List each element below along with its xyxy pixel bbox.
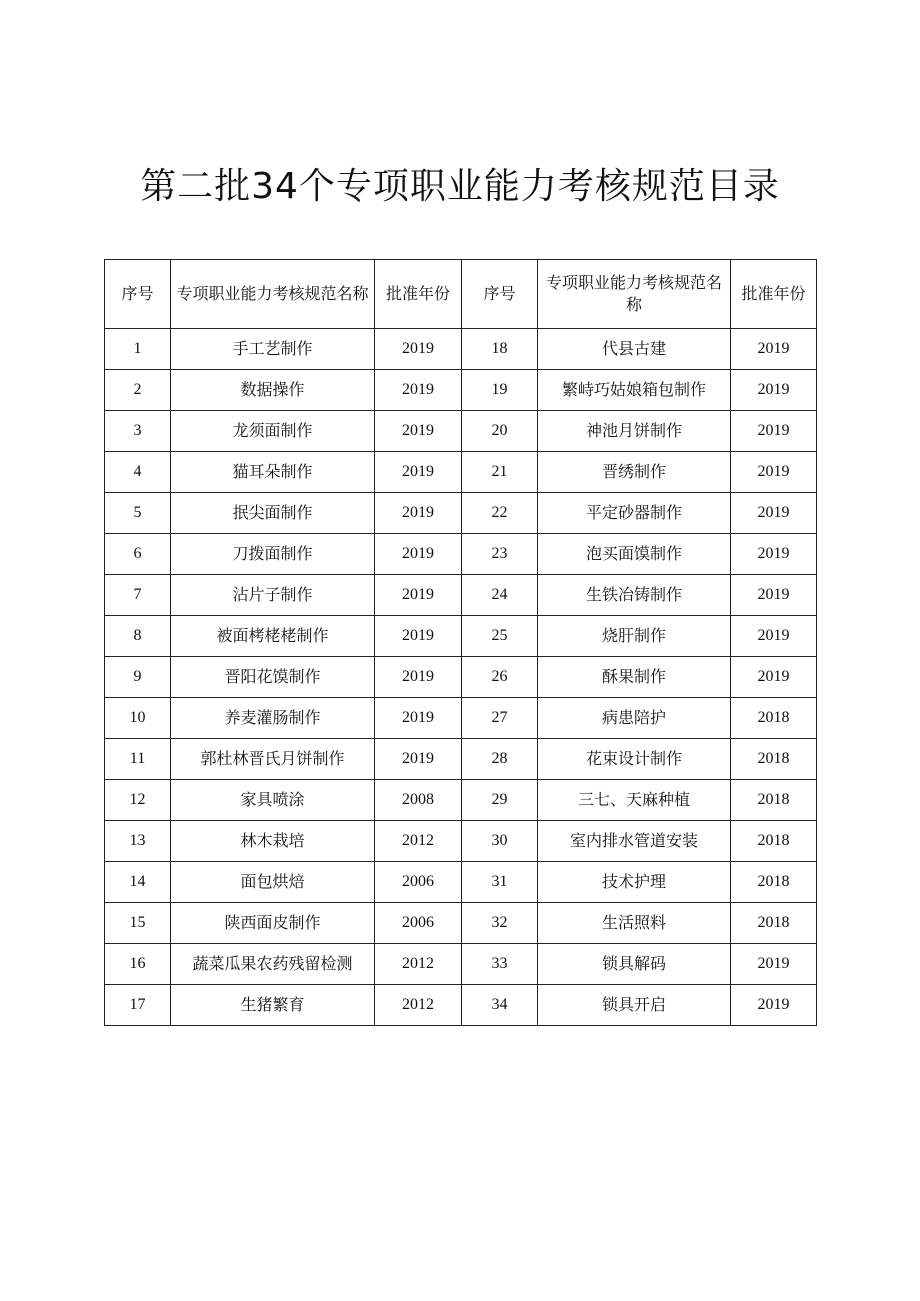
row-number-right: 29: [462, 780, 538, 821]
row-year-left: 2008: [375, 780, 462, 821]
row-name-left: 手工艺制作: [171, 329, 375, 370]
row-name-right: 三七、天麻种植: [538, 780, 731, 821]
row-number-right: 24: [462, 575, 538, 616]
row-year-right: 2019: [731, 370, 817, 411]
row-name-right: 锁具解码: [538, 944, 731, 985]
row-number-left: 2: [105, 370, 171, 411]
row-name-right: 酥果制作: [538, 657, 731, 698]
table-row: [105, 534, 817, 575]
row-name-left: 郭杜林晋氏月饼制作: [171, 739, 375, 780]
row-name-left: 养麦灌肠制作: [171, 698, 375, 739]
row-year-right: 2019: [731, 493, 817, 534]
row-year-right: 2018: [731, 739, 817, 780]
row-number-left: 17: [105, 985, 171, 1026]
row-year-right: 2019: [731, 452, 817, 493]
row-year-left: 2019: [375, 493, 462, 534]
row-year-right: 2019: [731, 411, 817, 452]
row-number-left: 3: [105, 411, 171, 452]
row-number-right: 20: [462, 411, 538, 452]
row-name-right: 生铁冶铸制作: [538, 575, 731, 616]
table-row: [105, 862, 817, 903]
row-year-left: 2019: [375, 616, 462, 657]
table-header-row: [105, 260, 817, 329]
row-year-left: 2019: [375, 575, 462, 616]
row-year-left: 2019: [375, 534, 462, 575]
row-name-right: 代县古建: [538, 329, 731, 370]
row-year-left: 2019: [375, 698, 462, 739]
table-body: [105, 329, 817, 1026]
row-name-left: 晋阳花馍制作: [171, 657, 375, 698]
row-number-right: 34: [462, 985, 538, 1026]
row-year-left: 2019: [375, 452, 462, 493]
row-year-left: 2006: [375, 862, 462, 903]
row-name-right: 繁峙巧姑娘箱包制作: [538, 370, 731, 411]
row-year-right: 2019: [731, 534, 817, 575]
row-number-left: 1: [105, 329, 171, 370]
table-row: [105, 616, 817, 657]
table-row: [105, 575, 817, 616]
header-name-left: 专项职业能力考核规范名称: [171, 260, 375, 329]
row-year-left: 2012: [375, 944, 462, 985]
catalog-table: [104, 259, 817, 1026]
row-year-left: 2019: [375, 370, 462, 411]
row-number-right: 32: [462, 903, 538, 944]
row-number-left: 12: [105, 780, 171, 821]
row-name-left: 蔬菜瓜果农药残留检测: [171, 944, 375, 985]
row-number-right: 27: [462, 698, 538, 739]
table-row: [105, 944, 817, 985]
row-name-right: 技术护理: [538, 862, 731, 903]
row-name-right: 平定砂器制作: [538, 493, 731, 534]
table-row: [105, 452, 817, 493]
row-year-right: 2019: [731, 575, 817, 616]
row-name-right: 花束设计制作: [538, 739, 731, 780]
row-number-right: 18: [462, 329, 538, 370]
row-name-right: 锁具开启: [538, 985, 731, 1026]
row-number-left: 9: [105, 657, 171, 698]
row-year-right: 2018: [731, 780, 817, 821]
row-name-left: 家具喷涂: [171, 780, 375, 821]
row-number-right: 28: [462, 739, 538, 780]
table-row: [105, 329, 817, 370]
row-year-left: 2012: [375, 985, 462, 1026]
row-name-left: 被面栲栳栳制作: [171, 616, 375, 657]
row-name-left: 沾片子制作: [171, 575, 375, 616]
table-row: [105, 985, 817, 1026]
row-number-left: 15: [105, 903, 171, 944]
row-number-right: 19: [462, 370, 538, 411]
header-year-left: 批准年份: [375, 260, 462, 329]
header-no-right: 序号: [462, 260, 538, 329]
row-number-right: 31: [462, 862, 538, 903]
row-year-left: 2012: [375, 821, 462, 862]
row-number-left: 10: [105, 698, 171, 739]
row-year-left: 2006: [375, 903, 462, 944]
row-number-right: 33: [462, 944, 538, 985]
row-year-left: 2019: [375, 739, 462, 780]
row-name-left: 抿尖面制作: [171, 493, 375, 534]
table-row: [105, 821, 817, 862]
row-number-left: 7: [105, 575, 171, 616]
row-number-left: 14: [105, 862, 171, 903]
row-name-left: 面包烘焙: [171, 862, 375, 903]
row-year-left: 2019: [375, 657, 462, 698]
header-year-right: 批准年份: [731, 260, 817, 329]
row-year-right: 2019: [731, 616, 817, 657]
header-no-left: 序号: [105, 260, 171, 329]
row-year-right: 2019: [731, 657, 817, 698]
row-name-left: 刀拨面制作: [171, 534, 375, 575]
row-year-left: 2019: [375, 411, 462, 452]
row-name-right: 泡买面馍制作: [538, 534, 731, 575]
row-name-left: 猫耳朵制作: [171, 452, 375, 493]
row-number-right: 25: [462, 616, 538, 657]
header-name-right: 专项职业能力考核规范名称: [538, 260, 731, 329]
table-row: [105, 903, 817, 944]
row-number-left: 6: [105, 534, 171, 575]
page-title: 第二批34个专项职业能力考核规范目录: [140, 166, 780, 207]
row-year-left: 2019: [375, 329, 462, 370]
table-row: [105, 411, 817, 452]
row-year-right: 2019: [731, 985, 817, 1026]
row-name-right: 生活照料: [538, 903, 731, 944]
row-name-right: 神池月饼制作: [538, 411, 731, 452]
row-year-right: 2019: [731, 944, 817, 985]
row-number-left: 5: [105, 493, 171, 534]
row-number-right: 30: [462, 821, 538, 862]
row-number-right: 21: [462, 452, 538, 493]
row-number-left: 4: [105, 452, 171, 493]
row-year-right: 2018: [731, 821, 817, 862]
row-number-right: 26: [462, 657, 538, 698]
table-row: [105, 739, 817, 780]
table-row: [105, 657, 817, 698]
row-number-left: 11: [105, 739, 171, 780]
row-name-left: 龙须面制作: [171, 411, 375, 452]
table-row: [105, 698, 817, 739]
row-name-right: 室内排水管道安装: [538, 821, 731, 862]
row-number-left: 8: [105, 616, 171, 657]
table-row: [105, 493, 817, 534]
table-row: [105, 780, 817, 821]
row-name-right: 晋绣制作: [538, 452, 731, 493]
table-row: [105, 370, 817, 411]
row-name-left: 数据操作: [171, 370, 375, 411]
row-year-right: 2019: [731, 329, 817, 370]
row-name-right: 烧肝制作: [538, 616, 731, 657]
row-number-left: 13: [105, 821, 171, 862]
row-name-left: 陕西面皮制作: [171, 903, 375, 944]
row-name-left: 生猪繁育: [171, 985, 375, 1026]
row-name-left: 林木栽培: [171, 821, 375, 862]
row-year-right: 2018: [731, 698, 817, 739]
row-year-right: 2018: [731, 903, 817, 944]
row-number-right: 23: [462, 534, 538, 575]
row-year-right: 2018: [731, 862, 817, 903]
row-name-right: 病患陪护: [538, 698, 731, 739]
row-number-right: 22: [462, 493, 538, 534]
row-number-left: 16: [105, 944, 171, 985]
